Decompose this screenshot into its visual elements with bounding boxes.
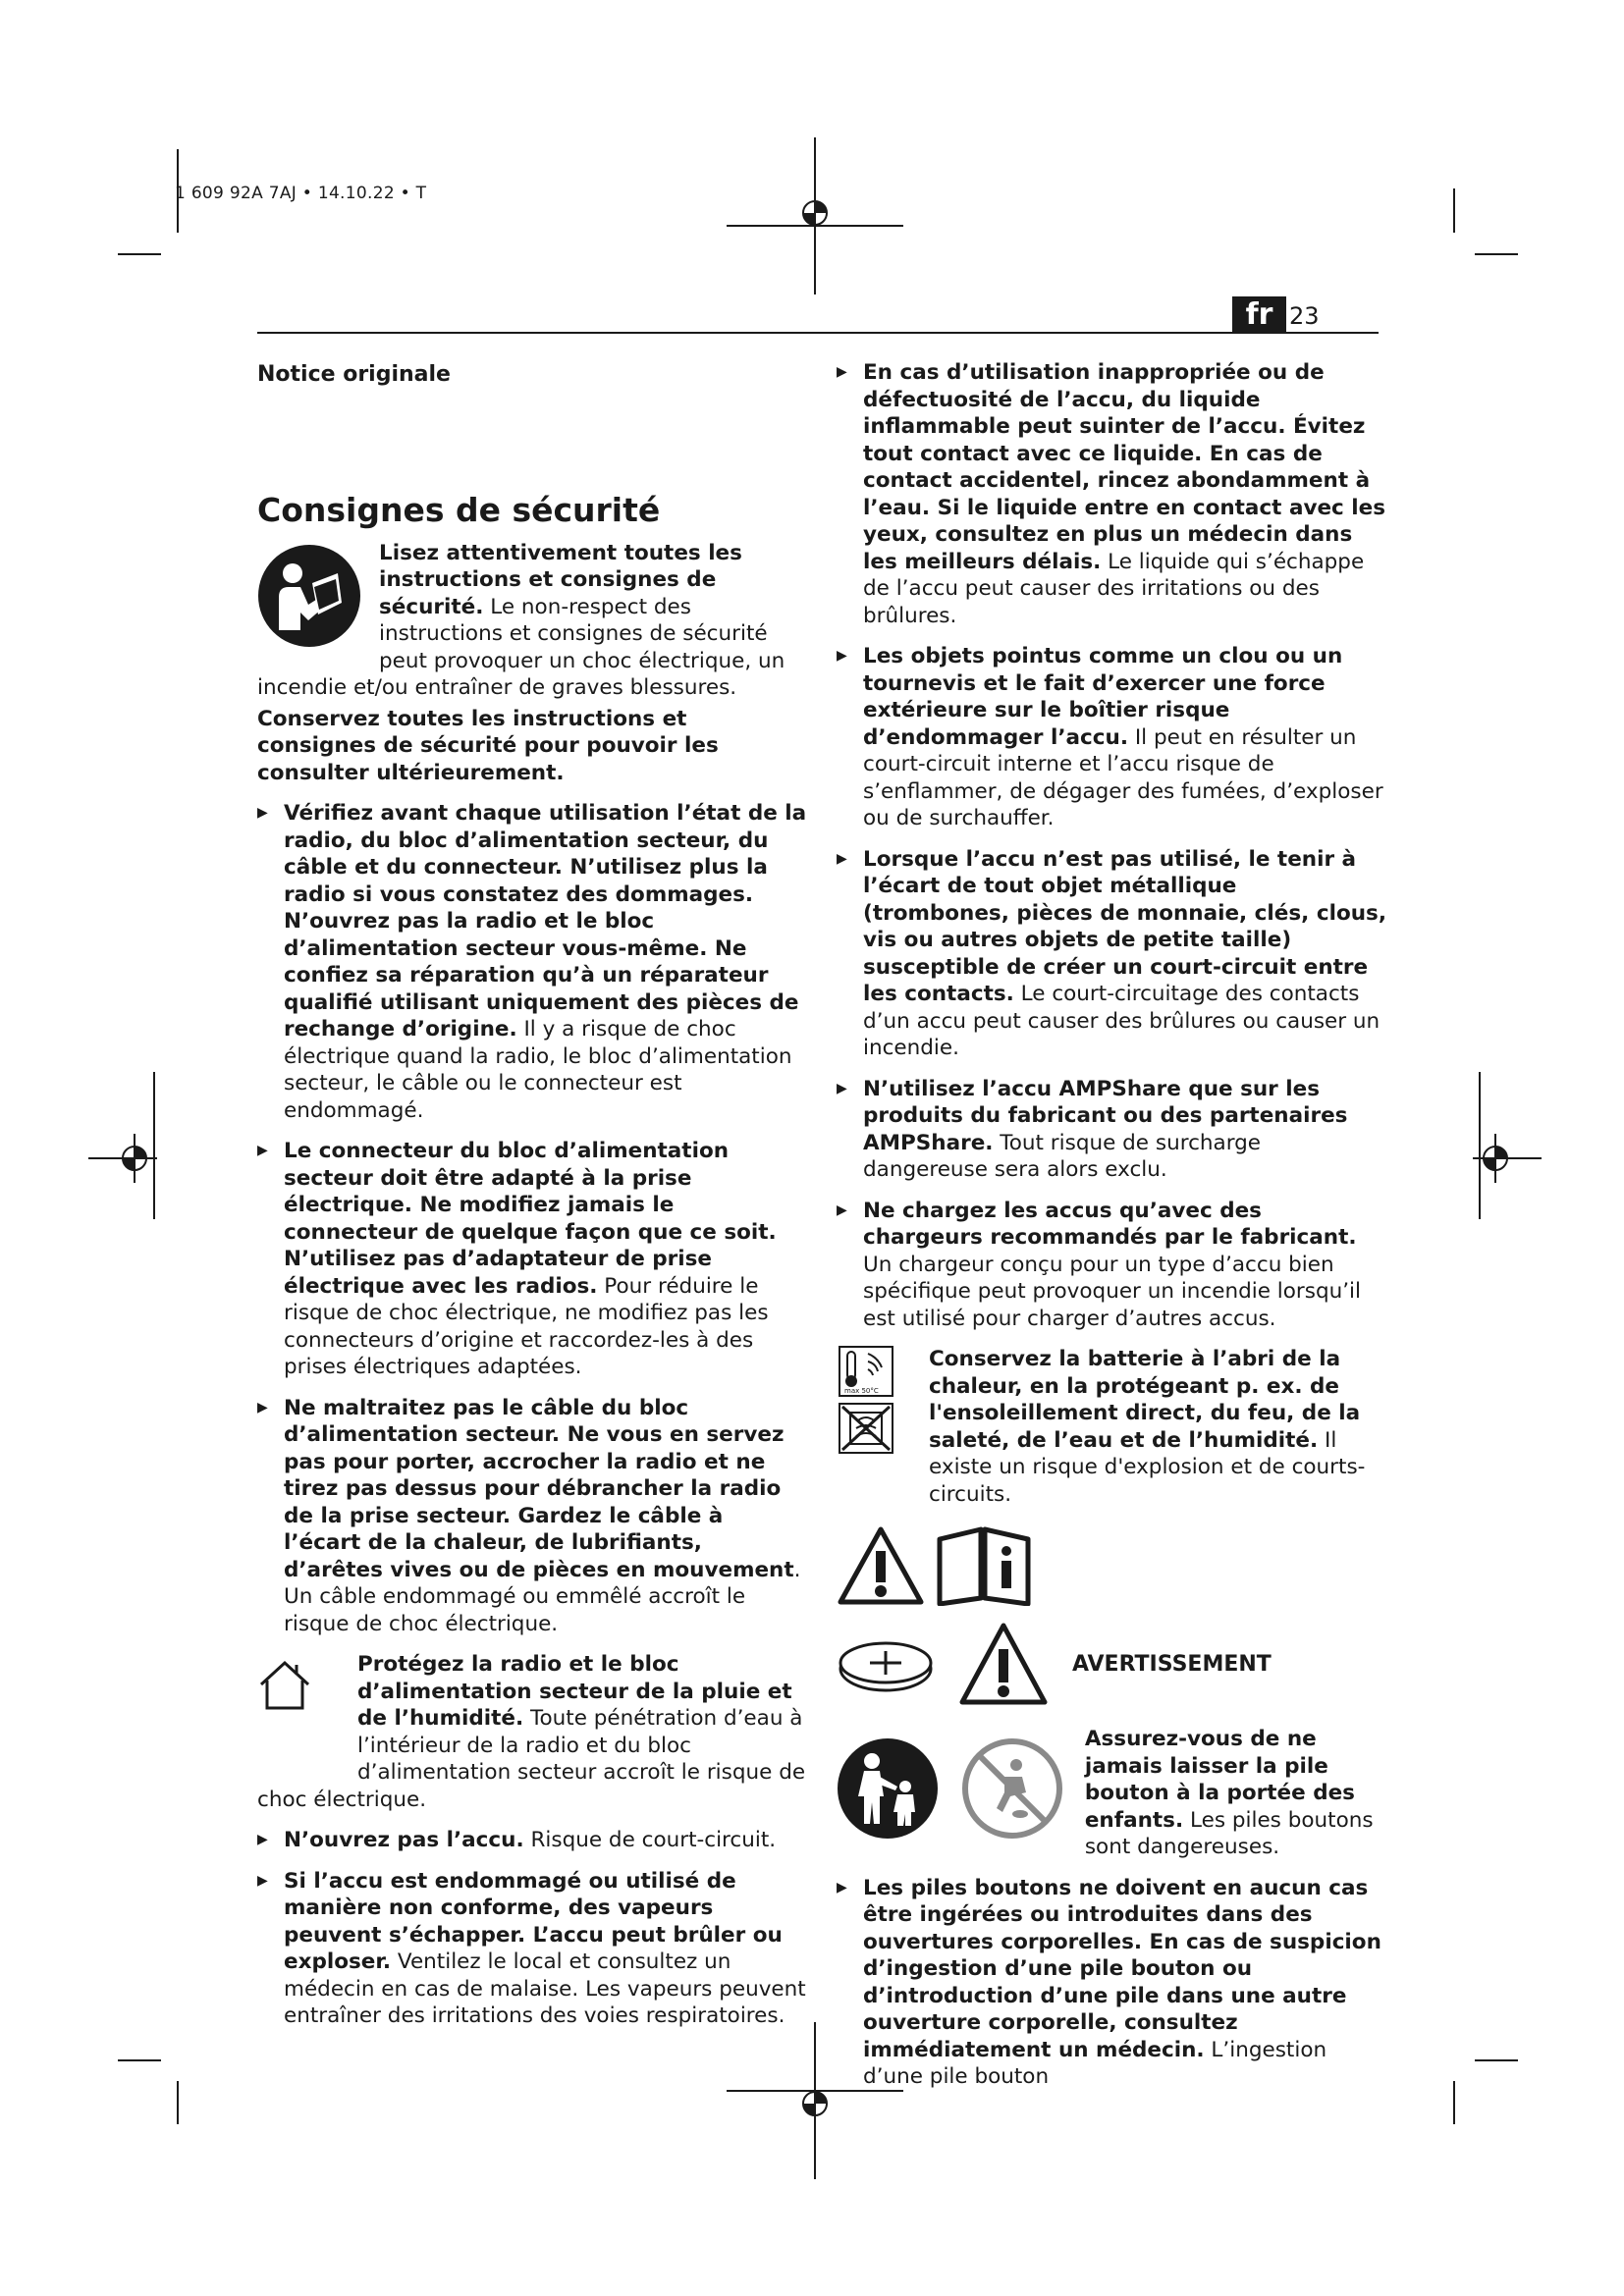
crop-mark [118,2059,161,2061]
read-instructions-block [257,540,807,702]
list-item-text: Risque de court-circuit. [523,1828,777,1852]
language-badge: fr [1232,296,1286,333]
list-item [257,800,807,1124]
list-item-bold: Les piles boutons ne doivent en aucun cas être ingérées ou introduites dans des ouvertures corporelles. En cas de suspicion d’ingestion d’une pile bouton ou d’introduction d’une pile dans une autre ouverture corporelle, consultez immédiatement un médecin. [863,1875,1381,2062]
crop-mark [177,2081,179,2124]
list-item-bold: Lorsque l’accu n’est pas utilisé, le tenir à l’écart de tout objet métallique (trombones, pièces de monnaie, clés, clous, vis ou autres objets de petite taille) susceptible de créer un court-circuit entre les contacts. [863,846,1386,1006]
list-item [257,1868,807,2030]
rain-protection-bold: Protégez la radio et le bloc d’alimentation secteur de la pluie et de l’humidité. [357,1652,792,1731]
page-number: 23 [1289,302,1320,330]
read-instructions-text: Le non-respect des instructions et consignes de sécurité peut provoquer un choc électrique, un incendie et/ou entraîner de graves blessures. [257,594,785,700]
temperature-icon [839,1346,893,1397]
list-item-bold: En cas d’utilisation inappropriée ou de défectuosité de l’accu, du liquide inflammable peut suinter de l’accu. Évitez tout contact avec ce liquide. En cas de contact accidentel, rincez abondamment à l’eau. Si le liquide entre en contact avec les yeux, consultez en plus un médecin dans les meilleurs délais. [863,360,1386,574]
header-rule [257,332,1379,334]
list-item [837,359,1386,629]
child-safety-text: Les piles boutons sont dangereuses. [1084,1807,1374,1859]
child-safety-bold: Assurez-vous de ne jamais laisser la pile bouton à la portée des enfants. [1084,1727,1355,1833]
read-instructions-bold: Lisez attentivement toutes les instructions et consignes de sécurité. [379,540,742,619]
registration-mark-icon [727,137,903,294]
crop-mark [118,253,161,255]
list-item [837,1076,1386,1184]
warning-triangle-icon [837,1525,925,1606]
list-item [257,1827,807,1854]
list-item [837,1198,1386,1333]
list-item-text: Ventilez le local et consultez un médecin en cas de malaise. Les vapeurs peuvent entraîner des irritations des voies respiratoires. [284,1949,806,2028]
heat-protection-text: Il existe un risque d'explosion et de courts-circuits. [929,1427,1366,1507]
right-column [837,359,1386,2105]
list-item [837,846,1386,1062]
list-item-text: Il peut en résulter un court-circuit interne et l’accu risque de s’enflammer, de dégager des fumées, d’exploser ou de surchauffer. [863,724,1383,830]
rain-protection-text: Toute pénétration d’eau à l’intérieur de la radio et du bloc d’alimentation secteur accroît le risque de choc électrique. [257,1706,806,1812]
page-title: Consignes de sécurité [257,490,661,529]
list-item-bold: Vérifiez avant chaque utilisation l’état de la radio, du bloc d’alimentation secteur, du câble et du connecteur. N’utilisez plus la radio si vous constatez des dommages. N’ouvrez pas la radio et le bloc d’alimentation secteur vous-même. Ne confiez sa réparation qu’à un réparateur qualifié utilisant uniquement des pièces de rechange d’origine. [284,801,807,1041]
list-item-text: L’ingestion d’une pile bouton [863,2037,1327,2089]
child-safety-icons [837,1737,1063,1840]
list-item-text: Le liquide qui s’échappe de l’accu peut causer des irritations ou des brûlures. [863,549,1365,628]
list-item-text: Le court-circuitage des contacts d’un accu peut causer des brûlures ou causer un incendie. [863,982,1380,1060]
read-manual-icon [257,544,361,648]
keep-instructions: Conservez toutes les instructions et consignes de sécurité pour pouvoir les consulter ultérieurement. [257,706,719,785]
list-item-bold: N’utilisez l’accu AMPShare que sur les produits du fabricant ou des partenaires AMPShare. [863,1076,1348,1155]
coin-battery-icon [837,1639,935,1694]
list-item-bold: Les objets pointus comme un clou ou un tournevis et le fait d’exercer une force extérieure sur le boîtier risque d’endommager l’accu. [863,644,1343,750]
temperature-label: max 50°C [844,1387,879,1395]
crop-mark [1475,2059,1518,2061]
no-water-icon [839,1403,893,1454]
warning-manual-icons [837,1525,1386,1606]
read-manual-book-icon [936,1525,1034,1606]
house-rain-icon [257,1657,312,1712]
list-item-bold: N’ouvrez pas l’accu. [284,1828,524,1852]
coin-battery-warning [837,1622,1386,1716]
list-item-bold: Ne chargez les accus qu’avec des chargeurs recommandés par le fabricant. [863,1198,1357,1250]
list-item-text: Pour réduire le risque de choc électrique, ne modifiez pas les connecteurs d’origine et raccordez-les à des prises électriques adaptées. [284,1273,769,1379]
list-item [257,1395,807,1638]
rain-protection-block [257,1651,807,1813]
list-item-bold: Ne maltraitez pas le câble du bloc d’alimentation secteur. Ne vous en servez pas pour porter, accrocher la radio et ne tirez pas dessus pour débrancher la radio de la prise secteur. Gardez le câble à l’écart de la chaleur, de lubrifiants, d’arêtes vives ou de pièces en mouvement [284,1395,794,1582]
heat-protection-bold: Conservez la batterie à l’abri de la chaleur, en la protégeant p. ex. de l'ensoleillement direct, du feu, de la saleté, de l’eau et de l’humidité. [929,1347,1361,1453]
list-item-text: Il y a risque de choc électrique quand la radio, le bloc d’alimentation secteur, le câble ou le connecteur est endommagé. [284,1017,792,1123]
notice-heading: Notice originale [257,362,451,387]
child-safety-block [837,1726,1386,1861]
list-item-text: Un chargeur conçu pour un type d’accu bien spécifique peut provoquer un incendie lorsqu’il est utilisé pour charger d’autres accus. [863,1252,1362,1331]
no-swallow-icon [961,1737,1063,1840]
left-column [257,361,807,2044]
keep-from-children-icon [837,1737,939,1840]
registration-mark-icon [1473,1129,1542,1188]
warning-triangle-icon [958,1622,1049,1706]
list-item [837,643,1386,832]
warning-label: AVERTISSEMENT [1072,1652,1272,1677]
crop-mark [1475,253,1518,255]
list-item-text: . Un câble endommagé ou emmêlé accroît le risque de choc électrique. [284,1557,801,1636]
list-item-text: Tout risque de surcharge dangereuse sera alors exclu. [863,1130,1262,1182]
crop-mark [1453,2081,1455,2124]
list-item-bold: Le connecteur du bloc d’alimentation secteur doit être adapté à la prise électrique. Ne modifiez jamais le connecteur de quelque façon que ce soit. N’utilisez pas d’adaptateur de prise électrique avec les radios. [284,1139,777,1299]
heat-icons [839,1346,893,1454]
list-item [837,1875,1386,2091]
list-item-bold: Si l’accu est endommagé ou utilisé de manière non conforme, des vapeurs peuvent s’échapper. L’accu peut brûler ou exploser. [284,1868,783,1974]
registration-mark-icon [88,1129,157,1188]
crop-mark [1453,188,1455,233]
job-code: 1 609 92A 7AJ • 14.10.22 • T [175,184,427,203]
list-item [257,1138,807,1381]
heat-protection-block [837,1346,1386,1508]
